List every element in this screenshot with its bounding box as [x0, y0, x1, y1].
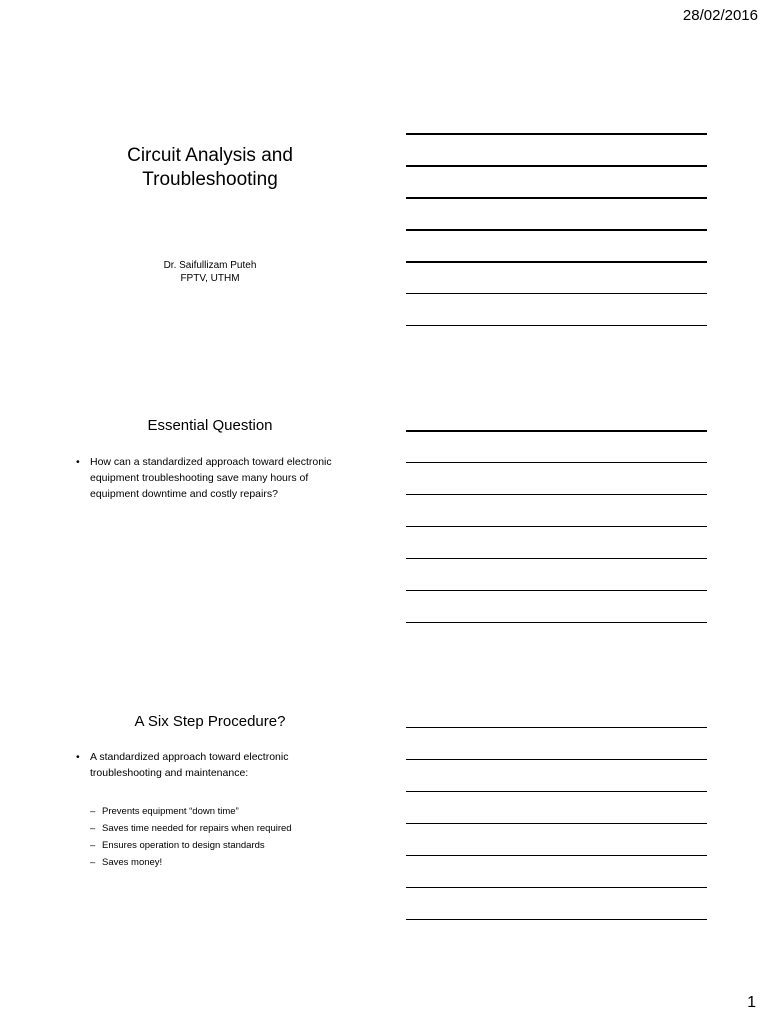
note-line: [406, 494, 707, 495]
page-number: 1: [747, 994, 756, 1011]
sub-bullet-item: – Saves money!: [90, 854, 292, 871]
author-info: [60, 259, 360, 285]
note-line: [406, 887, 707, 888]
note-line: [406, 430, 707, 432]
note-line: [406, 325, 707, 326]
print-date: 28/02/2016: [682, 7, 758, 24]
author-name: Dr. Saifullizam Puteh: [163, 260, 257, 271]
sub-bullet-item: – Ensures operation to design standards: [90, 837, 292, 854]
title-line: Troubleshooting: [142, 169, 278, 190]
bullet-point: • How can a standardized approach toward electronic equipment troubleshooting save many hours of equipment downtime and costly repairs?: [76, 454, 340, 502]
slide-2: [60, 412, 360, 637]
note-line: [406, 558, 707, 559]
note-line: [406, 165, 707, 167]
slide-title: [60, 144, 360, 192]
note-line: [406, 823, 707, 824]
note-line: [406, 759, 707, 760]
slide-title: Essential Question: [147, 417, 273, 434]
note-line: [406, 462, 707, 463]
note-line: [406, 261, 707, 263]
slide-title: A Six Step Procedure?: [134, 713, 286, 730]
note-line: [406, 526, 707, 527]
bullet-point: • A standardized approach toward electronic troubleshooting and maintenance:: [76, 749, 340, 781]
note-line: [406, 197, 707, 199]
slide-1: [60, 118, 360, 343]
note-line: [406, 855, 707, 856]
slide-3: [60, 708, 360, 933]
note-line: [406, 229, 707, 231]
note-line: [406, 133, 707, 135]
sub-bullet-list: [90, 803, 292, 871]
sub-bullet-item: – Prevents equipment “down time”: [90, 803, 292, 820]
title-line: Circuit Analysis and: [127, 145, 293, 166]
note-line: [406, 727, 707, 728]
note-line: [406, 791, 707, 792]
sub-bullet-item: – Saves time needed for repairs when required: [90, 820, 292, 837]
author-affiliation: FPTV, UTHM: [180, 273, 240, 284]
note-line: [406, 293, 707, 294]
note-line: [406, 622, 707, 623]
note-line: [406, 919, 707, 920]
note-line: [406, 590, 707, 591]
